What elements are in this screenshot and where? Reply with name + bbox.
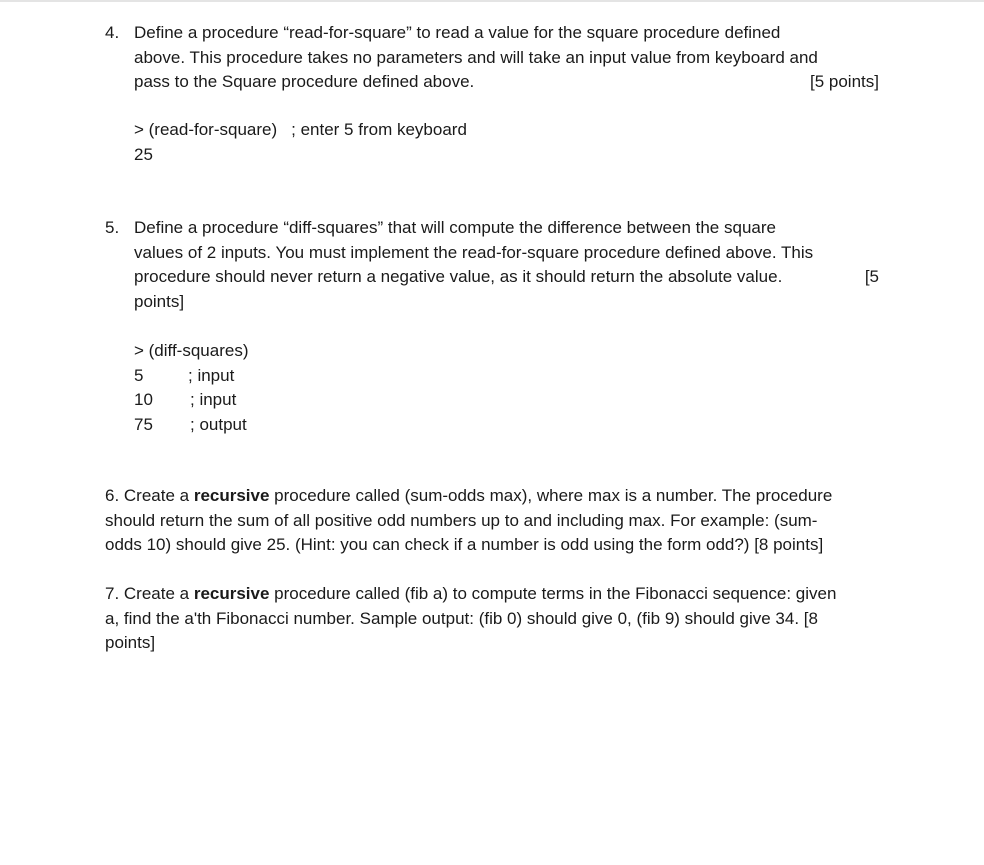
- question-7-prefix: 7. Create a: [105, 584, 194, 603]
- question-7-line-3: points]: [105, 633, 156, 652]
- question-4-example-call: > (read-for-square): [134, 120, 278, 139]
- question-4-points: [5 points]: [810, 72, 879, 91]
- question-4-line-3: pass to the Square procedure defined above.: [134, 72, 475, 91]
- question-6-line-1-rest: procedure called (sum-odds max), where max is a number. The procedure: [269, 486, 833, 505]
- question-4-line-1: Define a procedure “read-for-square” to read a value for the square procedure defined: [134, 23, 781, 42]
- question-5-example-comment: ; input: [188, 365, 235, 385]
- question-5-example-comment: ; output: [190, 414, 247, 434]
- question-7-line-1-rest: procedure called (fib a) to compute terms in the Fibonacci sequence: given: [269, 584, 837, 603]
- question-4-example-result: 25: [134, 144, 153, 164]
- question-5-example-value: 5: [134, 365, 144, 385]
- question-5-line-4: points]: [134, 291, 185, 311]
- question-5-example-row: [134, 388, 334, 413]
- question-5-line-3-row: [134, 265, 879, 290]
- question-5-example-call: > (diff-squares): [134, 341, 249, 360]
- question-5-example-comment: ; input: [190, 390, 237, 409]
- question-7-line-2: a, find the a'th Fibonacci number. Sample output: (fib 0) should give 0, (fib 9) should give 34. [8: [105, 608, 818, 628]
- question-7-line-1: [105, 582, 895, 607]
- question-6: [105, 484, 895, 558]
- question-6-prefix: 6. Create a: [105, 486, 194, 505]
- question-5-example-row: [134, 364, 334, 389]
- question-5-number: 5.: [105, 218, 120, 237]
- question-6-line-1: [105, 484, 895, 509]
- question-6-bold-term: recursive: [193, 486, 270, 505]
- question-6-line-3: odds 10) should give 25. (Hint: you can check if a number is odd using the form odd?) [8 points]: [105, 535, 824, 554]
- question-4-number: 4.: [105, 23, 120, 42]
- question-4-example-call-line: [134, 118, 467, 143]
- question-6-line-2: should return the sum of all positive odd numbers up to and including max. For example: (sum-: [105, 510, 818, 530]
- question-7-bold-term: recursive: [193, 584, 270, 603]
- question-5-points-start: [5: [864, 267, 879, 286]
- question-5-line-2: values of 2 inputs. You must implement the read-for-square procedure defined above. This: [134, 242, 814, 262]
- question-7: [105, 582, 895, 656]
- question-4-example: [134, 118, 467, 167]
- question-4-line-3-row: [134, 70, 879, 95]
- question-5-line-3: procedure should never return a negative value, as it should return the absolute value.: [134, 267, 783, 286]
- question-5-example: [134, 339, 334, 437]
- question-4-line-2: above. This procedure takes no parameters and will take an input value from keyboard and: [134, 47, 818, 67]
- question-5-example-value: 10: [134, 390, 153, 409]
- question-5-example-row: [134, 413, 334, 438]
- question-5-line-1: Define a procedure “diff-squares” that will compute the difference between the square: [134, 218, 776, 237]
- question-4-example-comment: ; enter 5 from keyboard: [291, 120, 467, 139]
- question-5-example-value: 75: [134, 414, 153, 434]
